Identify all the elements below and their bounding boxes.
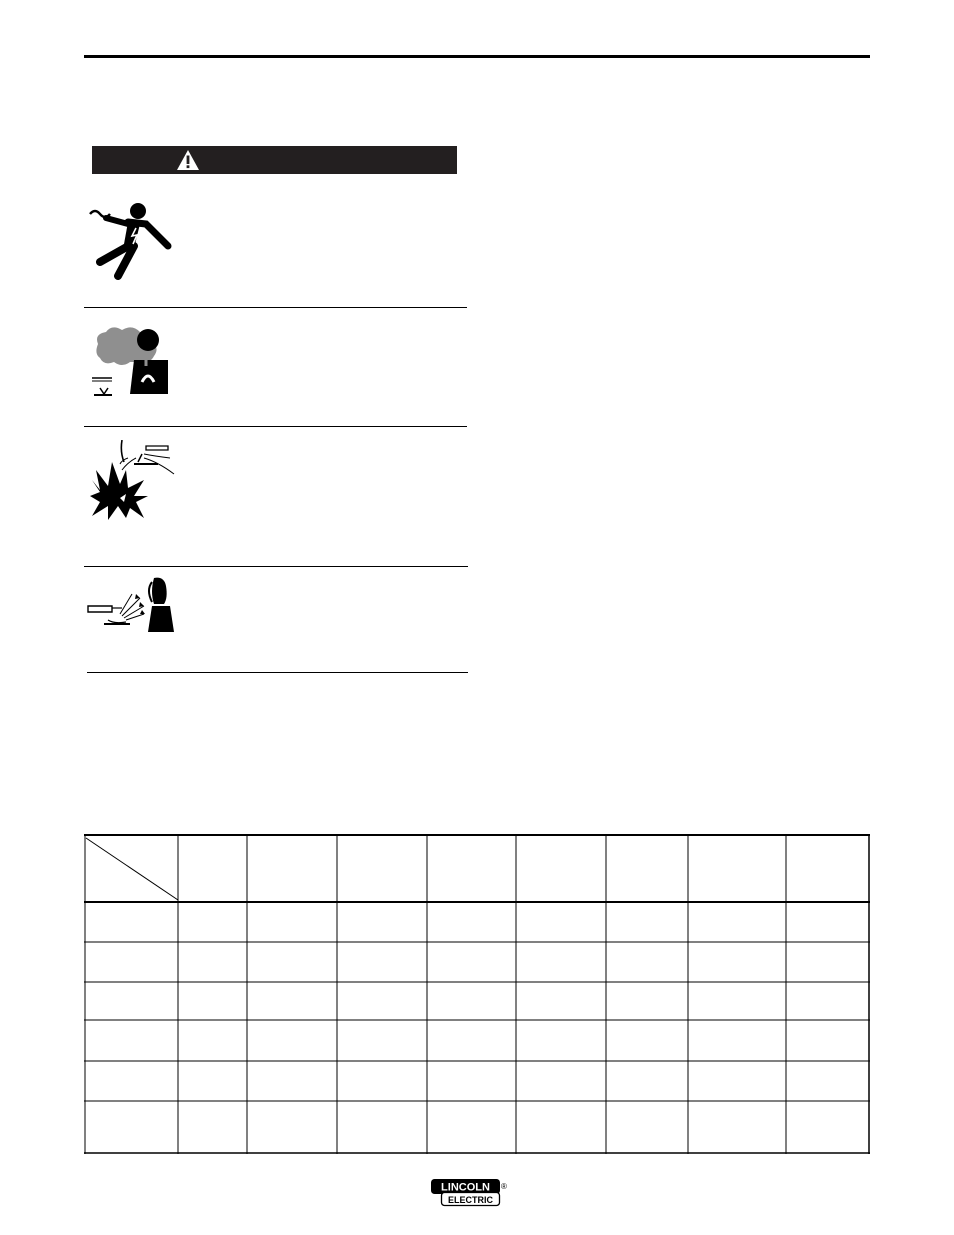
svg-text:®: ® — [501, 1182, 507, 1191]
hazard-separator — [87, 672, 468, 673]
explosion-sparks-icon — [90, 440, 182, 522]
svg-text:LINCOLN: LINCOLN — [441, 1181, 490, 1194]
warning-banner — [92, 146, 457, 174]
svg-text:ELECTRIC: ELECTRIC — [448, 1195, 493, 1205]
arc-rays-welding-helmet-icon — [86, 576, 178, 632]
electric-shock-icon — [88, 200, 176, 282]
top-rule — [84, 55, 870, 58]
header-diagonal — [86, 838, 178, 900]
specification-table — [84, 834, 870, 1154]
fumes-gases-icon — [90, 326, 180, 398]
hazard-separator — [84, 307, 467, 308]
specification-table-grid — [84, 834, 870, 1154]
warning-triangle-icon — [176, 149, 200, 171]
lincoln-electric-logo-icon — [431, 1179, 510, 1207]
hazard-separator — [84, 566, 468, 567]
hazard-separator — [84, 426, 467, 427]
